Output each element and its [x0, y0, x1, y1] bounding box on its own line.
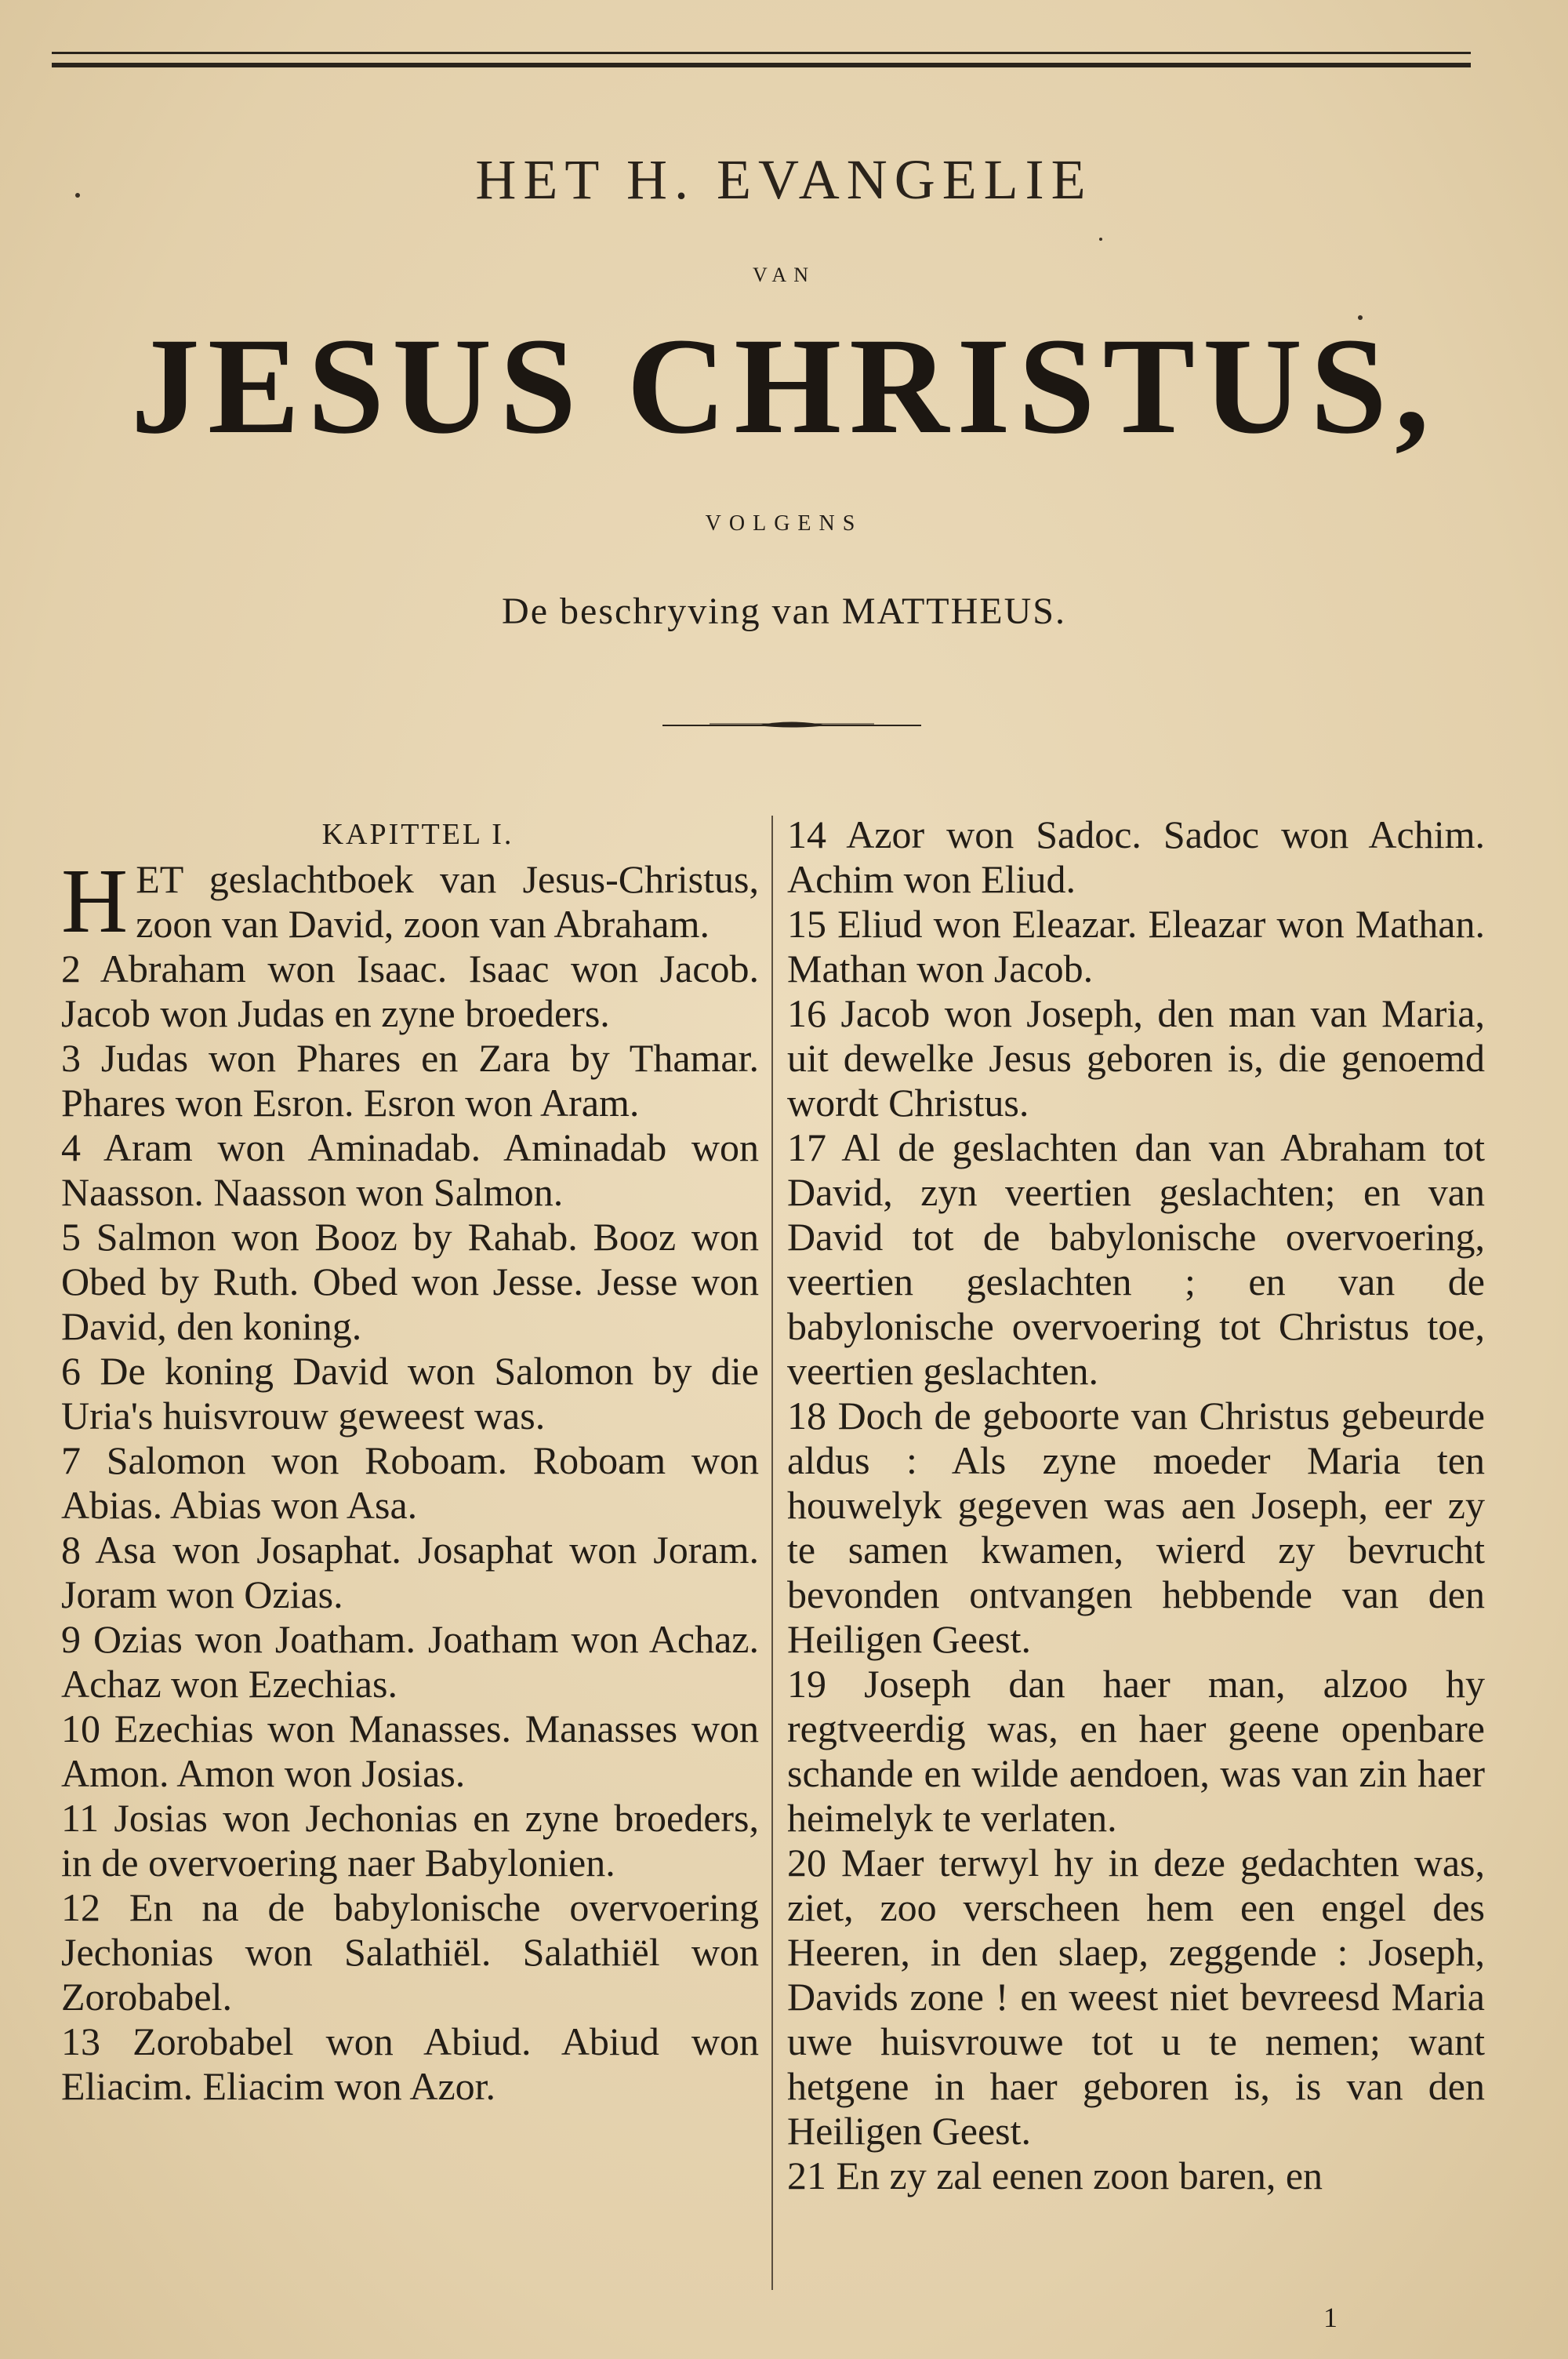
verse: 11 Josias won Jechonias en zyne broeders, in de overvoering naer Babylonien.	[61, 1796, 759, 1885]
top-rule-thick	[52, 63, 1471, 67]
chapter-heading: KAPITTEL I.	[321, 818, 514, 851]
verse: 10 Ezechias won Manasses. Manasses won Amon. Amon won Josias.	[61, 1707, 759, 1795]
verse: 2 Abraham won Isaac. Isaac won Jacob. Jacob won Judas en zyne broeders.	[61, 947, 759, 1035]
verse: 19 Joseph dan haer man, alzoo hy regtveerdig was, en haer geene openbare schande en wilde aendoen, was van zin haer heimelyk te verlaten.	[787, 1662, 1485, 1840]
verse: 18 Doch de geboorte van Christus gebeurde aldus : Als zyne moeder Maria ten houwelyk gegeven was aen Joseph, eer zy te samen kwamen, wierd zy bevrucht bevonden ontvangen hebbende van den Heiligen Geest.	[787, 1394, 1485, 1661]
verse: 21 En zy zal eenen zoon baren, en	[787, 2154, 1323, 2197]
ornament-divider-icon	[662, 714, 921, 737]
verse: 8 Asa won Josaphat. Josaphat won Joram. Joram won Ozias.	[61, 1528, 759, 1616]
verse: 20 Maer terwyl hy in deze gedachten was, ziet, zoo verscheen hem een engel des Heeren, in den slaep, zeggende : Joseph, Davids zone ! en weest niet bevreesd Maria uwe huisvrouwe tot u te nemen; want hetgene in haer geboren is, is van den Heiligen Geest.	[787, 1841, 1485, 2153]
drop-cap: H	[61, 849, 129, 952]
verse-1	[61, 849, 759, 952]
ink-speck	[1099, 238, 1102, 241]
verse: 13 Zorobabel won Abiud. Abiud won Eliacim. Eliacim won Azor.	[61, 2019, 759, 2108]
left-column	[61, 812, 759, 2109]
verse: 3 Judas won Phares en Zara by Thamar. Phares won Esron. Esron won Aram.	[61, 1036, 759, 1125]
verse: 17 Al de geslachten dan van Abraham tot David, zyn veertien geslachten; en van David tot de babylonische overvoering, veertien geslachten ; en van de babylonische overvoering tot Christus toe, veertien geslachten.	[787, 1125, 1485, 1393]
verse: 7 Salomon won Roboam. Roboam won Abias. Abias won Asa.	[61, 1438, 759, 1527]
title-volgens: VOLGENS	[705, 511, 863, 536]
top-rule-thin	[52, 52, 1471, 54]
verse: 12 En na de babylonische overvoering Jechonias won Salathiël. Salathiël won Zorobabel.	[61, 1885, 759, 2019]
verse: 9 Ozias won Joatham. Joatham won Achaz. Achaz won Ezechias.	[61, 1617, 759, 1706]
verse: 4 Aram won Aminadab. Aminadab won Naasson. Naasson won Salmon.	[61, 1125, 759, 1214]
title-main: JESUS CHRISTUS,	[130, 310, 1438, 463]
verse: 15 Eliud won Eleazar. Eleazar won Mathan. Mathan won Jacob.	[787, 902, 1485, 990]
verse: 6 De koning David won Salomon by die Uria's huisvrouw geweest was.	[61, 1349, 759, 1438]
verse: 5 Salmon won Booz by Rahab. Booz won Obed by Ruth. Obed won Jesse. Jesse won David, den koning.	[61, 1215, 759, 1348]
page-number: 1	[1323, 2302, 1338, 2333]
verse: 14 Azor won Sadoc. Sadoc won Achim. Achim won Eliud.	[787, 812, 1485, 901]
title-van: VAN	[753, 264, 815, 286]
title-line-1: HET H. EVANGELIE	[475, 148, 1093, 211]
right-column	[787, 812, 1485, 2198]
verse-text: ET geslachtboek van Jesus-Christus, zoon van David, zoon van Abraham.	[136, 857, 759, 946]
column-divider	[771, 816, 773, 2290]
verse: 16 Jacob won Joseph, den man van Maria, uit dewelke Jesus geboren is, die genoemd wordt Christus.	[787, 991, 1485, 1125]
title-description: De beschryving van MATTHEUS.	[502, 591, 1066, 632]
